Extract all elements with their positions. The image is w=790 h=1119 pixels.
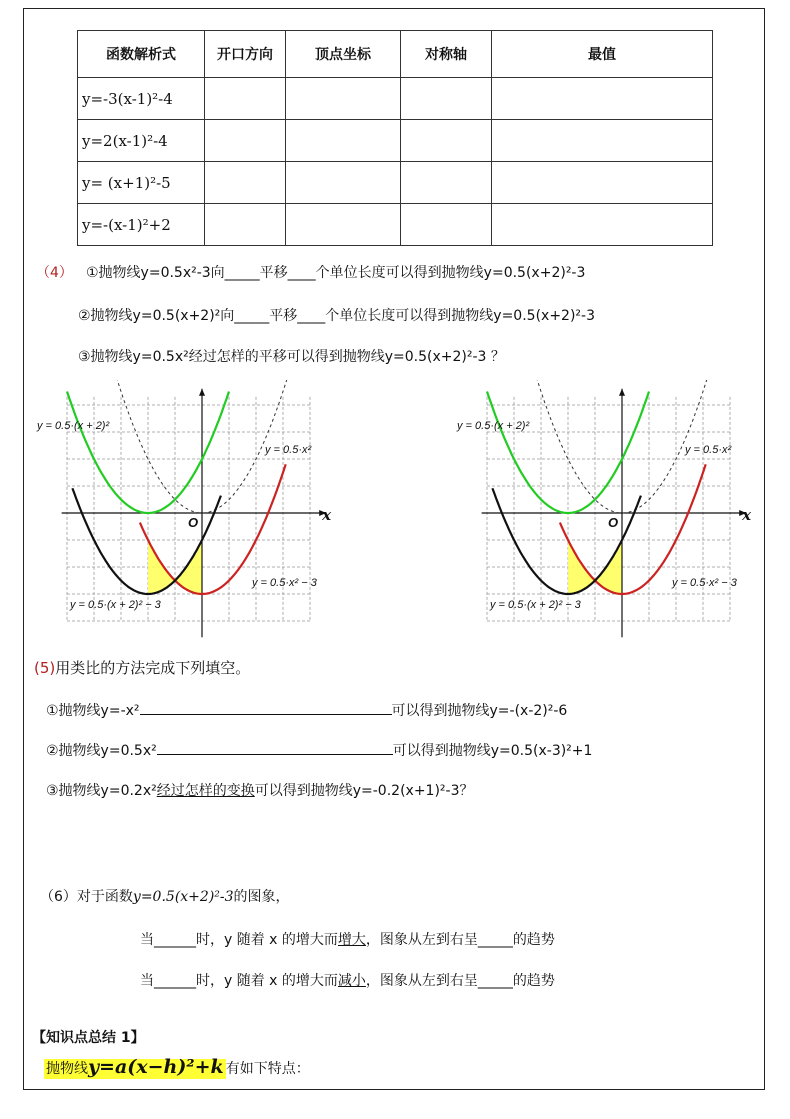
label-red-curve: y = 0.5·x² − 3 bbox=[252, 577, 317, 589]
q4-line2: ②抛物线y=0.5(x+2)²向_____平移____个单位长度可以得到抛物线y=0.5(x+2)²-3 bbox=[78, 308, 595, 324]
table-cell-expression: y=2(x-1)²-4 bbox=[78, 120, 205, 162]
q5-intro: 用类比的方法完成下列填空。 bbox=[55, 659, 251, 677]
q4-line3: ③抛物线y=0.5x²经过怎样的平移可以得到抛物线y=0.5(x+2)²-3 ？ bbox=[78, 349, 505, 365]
q6-heading bbox=[40, 886, 290, 906]
table-cell[interactable] bbox=[401, 120, 492, 162]
origin-label: O bbox=[608, 515, 619, 530]
q5-line3-end: 可以得到抛物线y=-0.2(x+1)²-3？ bbox=[254, 783, 474, 799]
table-cell[interactable] bbox=[286, 162, 401, 204]
column-header: 对称轴 bbox=[401, 31, 492, 78]
table-cell[interactable] bbox=[286, 204, 401, 246]
label-dashed-curve: y = 0.5·x² bbox=[265, 444, 312, 456]
q5-row3 bbox=[46, 780, 473, 800]
q6-tail: 的图象， bbox=[233, 889, 290, 905]
table-cell[interactable] bbox=[286, 78, 401, 120]
column-header: 顶点坐标 bbox=[286, 31, 401, 78]
table-cell[interactable] bbox=[492, 120, 713, 162]
q4-line1: ①抛物线y=0.5x²-3向_____平移____个单位长度可以得到抛物线y=0.5(x+2)²-3 bbox=[86, 265, 586, 281]
answer-blank[interactable] bbox=[157, 740, 393, 755]
summary-title: 【知识点总结 1】 bbox=[32, 1030, 145, 1046]
label-green-curve: y = 0.5·(x + 2)² bbox=[457, 420, 530, 432]
table-row bbox=[78, 204, 713, 246]
label-red-curve: y = 0.5·x² − 3 bbox=[672, 577, 737, 589]
table-row bbox=[78, 162, 713, 204]
table-cell-expression: y=-(x-1)²+2 bbox=[78, 204, 205, 246]
q6-label: （6）对于函数 bbox=[40, 889, 133, 905]
label-dashed-curve: y = 0.5·x² bbox=[685, 444, 732, 456]
column-header: 开口方向 bbox=[205, 31, 286, 78]
summary-line bbox=[44, 1056, 310, 1078]
function-table bbox=[77, 30, 713, 246]
q6-row1 bbox=[140, 929, 555, 949]
summary-lead: 抛物线 bbox=[46, 1061, 88, 1077]
table-header-row bbox=[78, 31, 713, 78]
origin-label: O bbox=[188, 515, 199, 530]
summary-formula: y=a(x−h)²+k bbox=[88, 1056, 224, 1078]
graph-left bbox=[30, 380, 340, 645]
q5-line3-underlined: 经过怎样的变换 bbox=[156, 783, 255, 799]
table-cell[interactable] bbox=[401, 78, 492, 120]
q5-line1-end: 可以得到抛物线y=-(x-2)²-6 bbox=[391, 703, 568, 719]
table-row bbox=[78, 120, 713, 162]
q6-row2-start: 当______时，y 随着 x 的增大而 bbox=[140, 973, 338, 989]
x-axis-label: x bbox=[742, 506, 752, 524]
q6-row2-end: ，图象从左到右呈_____的趋势 bbox=[365, 973, 555, 989]
q5-row2 bbox=[46, 740, 592, 760]
q5-label: (5) bbox=[34, 659, 56, 677]
q5-row1 bbox=[46, 700, 567, 720]
summary-highlight bbox=[44, 1056, 226, 1079]
table-cell[interactable] bbox=[492, 78, 713, 120]
answer-blank[interactable] bbox=[140, 700, 392, 715]
summary-tail: 有如下特点： bbox=[225, 1061, 310, 1077]
table-cell-expression: y= (x+1)²-5 bbox=[78, 162, 205, 204]
q6-row1-underlined: 增大 bbox=[337, 932, 366, 948]
q5-line3-start: ③抛物线y=0.2x² bbox=[46, 783, 157, 799]
q6-row2-underlined: 减小 bbox=[337, 973, 366, 989]
label-black-curve: y = 0.5·(x + 2)² − 3 bbox=[490, 599, 581, 611]
q5-heading bbox=[34, 657, 250, 678]
table-cell[interactable] bbox=[205, 78, 286, 120]
table-cell[interactable] bbox=[205, 204, 286, 246]
label-green-curve: y = 0.5·(x + 2)² bbox=[37, 420, 110, 432]
table-cell[interactable] bbox=[401, 162, 492, 204]
column-header: 函数解析式 bbox=[78, 31, 205, 78]
table-cell[interactable] bbox=[401, 204, 492, 246]
q5-line2-start: ②抛物线y=0.5x² bbox=[46, 743, 157, 759]
table-cell[interactable] bbox=[492, 162, 713, 204]
table-cell[interactable] bbox=[205, 120, 286, 162]
q6-function: y=0.5(x+2)²-3 bbox=[132, 889, 234, 905]
table-row bbox=[78, 78, 713, 120]
q6-row1-start: 当______时，y 随着 x 的增大而 bbox=[140, 932, 338, 948]
x-axis-label: x bbox=[322, 506, 332, 524]
table-cell-expression: y=-3(x-1)²-4 bbox=[78, 78, 205, 120]
y-axis-arrow bbox=[619, 389, 625, 396]
table-cell[interactable] bbox=[492, 204, 713, 246]
table-cell[interactable] bbox=[205, 162, 286, 204]
q5-line1-start: ①抛物线y=-x² bbox=[46, 703, 140, 719]
q4-label: （4） bbox=[36, 265, 73, 281]
graph-right bbox=[450, 380, 760, 645]
column-header: 最值 bbox=[492, 31, 713, 78]
q5-line2-end: 可以得到抛物线y=0.5(x-3)²+1 bbox=[392, 743, 593, 759]
q6-row1-end: ，图象从左到右呈_____的趋势 bbox=[365, 932, 555, 948]
label-black-curve: y = 0.5·(x + 2)² − 3 bbox=[70, 599, 161, 611]
table-cell[interactable] bbox=[286, 120, 401, 162]
q6-row2 bbox=[140, 970, 555, 990]
y-axis-arrow bbox=[199, 389, 205, 396]
